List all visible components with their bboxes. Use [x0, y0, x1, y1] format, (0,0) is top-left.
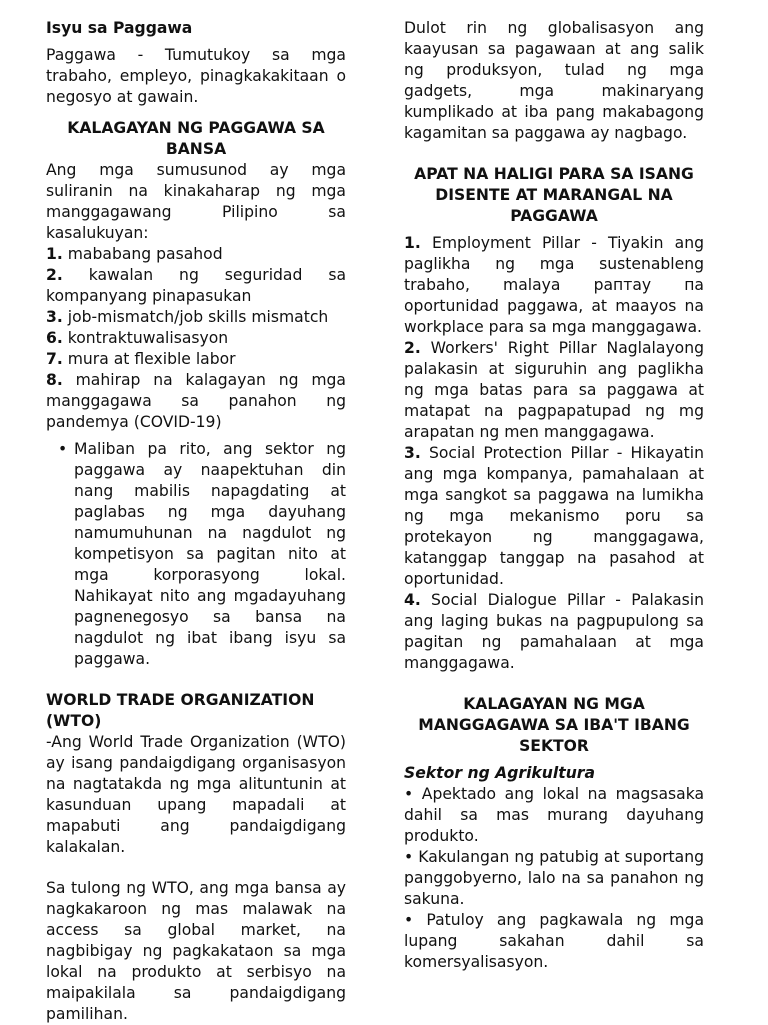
problem-item — [46, 265, 346, 307]
right-column — [404, 18, 704, 973]
problem-item — [46, 349, 346, 370]
item-number: 8. — [46, 371, 63, 389]
problem-item — [46, 328, 346, 349]
item-number: 2. — [404, 339, 421, 357]
item-text: mahirap na kalagayan ng mga manggagawa sa panahon ng pandemya (COVID-19) — [46, 371, 346, 431]
item-number: 4. — [404, 591, 421, 609]
item-number: 2. — [46, 266, 63, 284]
problem-item — [46, 370, 346, 433]
item-text: Social Protection Pillar - Hikayatin ang mga kompanya, pamahalaan at mga sangkot sa paggawa na lumikha ng mga mekanismo poru sa protekayon ng manggagawa, katanggap tanggap na pasahod at oportunidad. — [404, 444, 704, 588]
section-heading-kalagayan-paggawa: KALAGAYAN NG PAGGAWA SA BANSA — [67, 119, 325, 158]
bullet-paragraph — [46, 439, 346, 670]
item-text: Social Dialogue Pillar - Palakasin ang laging bukas na pagpupulong sa pagitan ng pamahalaan at mga manggagawa. — [404, 591, 704, 672]
item-text: kontraktuwalisasyon — [62, 329, 229, 347]
document-title: Isyu sa Paggawa — [46, 19, 193, 37]
item-text: mura at flexible labor — [62, 350, 236, 368]
sector-bullet: • Apektado ang lokal na magsasaka dahil sa mas murang dayuhang produkto. — [404, 785, 704, 845]
item-text: mababang pasahod — [62, 245, 223, 263]
sector-bullet: • Patuloy ang pagkawala ng mga lupang sakahan dahil sa komersyalisasyon. — [404, 911, 704, 971]
item-number: 6. — [46, 329, 63, 347]
bullet-text: Maliban pa rito, ang sektor ng paggawa ay naapektuhan din nang mabilis napagdating at paglabas ng mga dayuhang namumuhunan na nagdulot ng kompetisyon sa pagitan nito at mga korporasyong lokal. Nahikayat nito ang mgadayuhang pagnenegosyo sa bansa na nagdulot ng ibat ibang isyu sa paggawa. — [74, 440, 346, 668]
paggawa-definition: Paggawa - Tumutukoy sa mga trabaho, empleyo, pinagkakakitaan o negosyo at gawain. — [46, 46, 346, 106]
bullet-dot-icon: • — [58, 440, 68, 458]
item-number: 1. — [404, 234, 421, 252]
left-column — [46, 18, 346, 1025]
item-text: job-mismatch/job skills mismatch — [62, 308, 329, 326]
sector-subheading: Sektor ng Agrikultura — [404, 764, 596, 782]
section-heading-wto: WORLD TRADE ORGANIZATION (WTO) — [46, 691, 315, 730]
wto-paragraph-2: Sa tulong ng WTO, ang mga bansa ay nagkakaroon ng mas malawak na access sa global market, na nagbibigay ng pagkakataon sa mga lokal na produkto at serbisyo na maipakilala sa pandaigdigang pamilihan. — [46, 879, 346, 1023]
sector-bullet: • Kakulangan ng patubig at suportang panggobyerno, lalo na sa panahon ng sakuna. — [404, 848, 704, 908]
pillar-item — [404, 443, 704, 590]
pillar-item — [404, 590, 704, 674]
item-number: 1. — [46, 245, 63, 263]
item-text: Workers' Right Pillar Naglalayong palakasin at siguruhin ang paglikha ng mga batas para sa paggawa at matapat na pagpapatupad ng mg arapatan ng men manggagawa. — [404, 339, 704, 441]
pillar-item — [404, 338, 704, 443]
item-text: kawalan ng seguridad sa kompanyang pinapasukan — [46, 266, 346, 305]
globalisasyon-paragraph: Dulot rin ng globalisasyon ang kaayusan sa pagawaan at ang salik ng produksyon, tulad ng mga gadgets, mga makinaryang kumplikado at iba pang makabagong kagamitan sa paggawa ay nagbago. — [404, 19, 704, 142]
pillar-item — [404, 233, 704, 338]
section-heading-apat-na-haligi: APAT NA HALIGI PARA SA ISANG DISENTE AT MARANGAL NA PAGGAWA — [414, 165, 694, 225]
problems-intro: Ang mga sumusunod ay mga suliranin na kinakaharap ng mga manggagawang Pilipino sa kasalukuyan: — [46, 161, 346, 242]
item-text: Employment Pillar - Tiyakin ang paglikha ng mga sustenableng trabaho, malaya раптау па oportunidad paggawa, at maayos na workplace para sa mga manggagawa. — [404, 234, 704, 336]
item-number: 3. — [404, 444, 421, 462]
item-number: 7. — [46, 350, 63, 368]
problem-item — [46, 307, 346, 328]
wto-paragraph-1: -Ang World Trade Organization (WTO) ay isang pandaigdigang organisasyon na nagtatakda ng mga alituntunin at kasunduan upang mapadali at mapabuti ang pandaigdigang kalakalan. — [46, 733, 346, 856]
section-heading-kalagayan-manggagawa: KALAGAYAN NG MGA MANGGAGAWA SA IBA'T IBANG SEKTOR — [418, 695, 690, 755]
item-number: 3. — [46, 308, 63, 326]
problem-item — [46, 244, 346, 265]
